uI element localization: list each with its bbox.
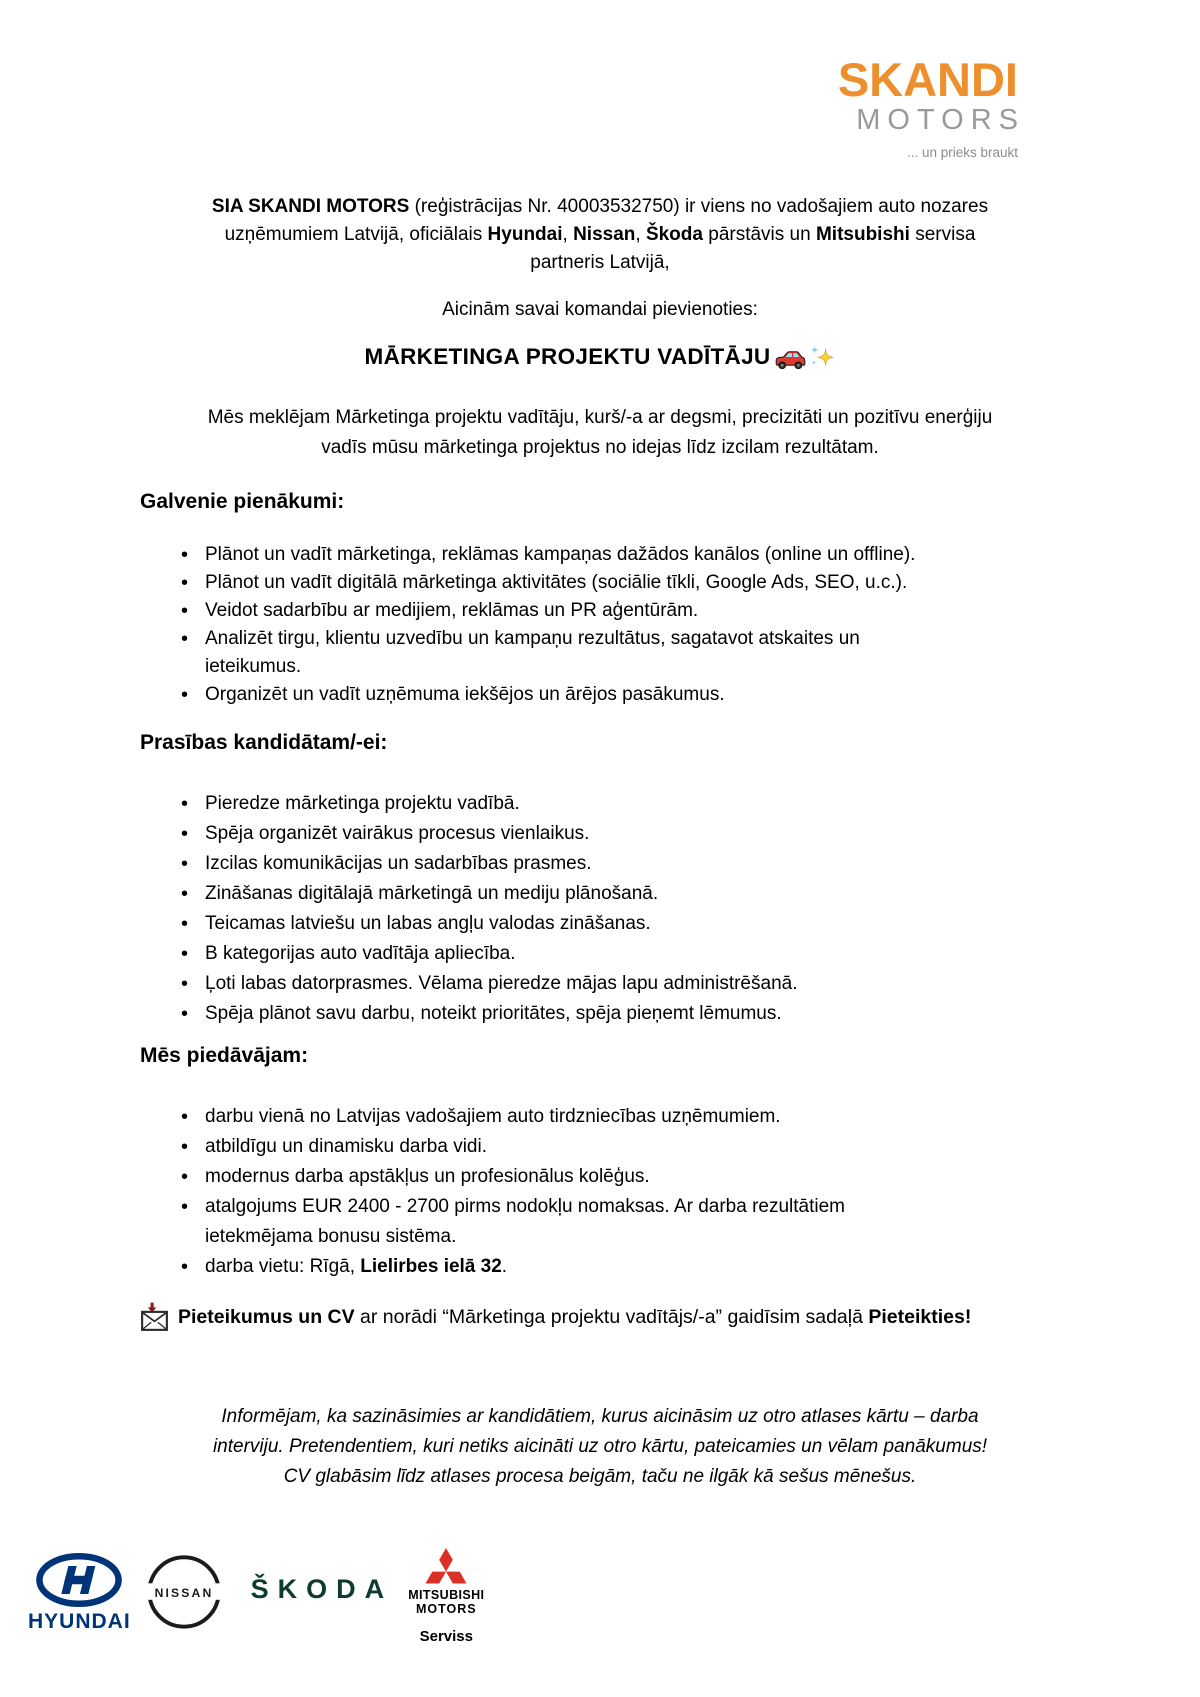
brand-logos-row (0, 1548, 1200, 1647)
job-title-text: MĀRKETINGA PROJEKTU VADĪTĀJU (364, 344, 771, 369)
list-item: • B kategorijas auto vadītāja apliecība. (140, 939, 1060, 969)
hyundai-wordmark: HYUNDAI (28, 1610, 131, 1633)
hyundai-logo (28, 1553, 131, 1633)
text-line: partneris Latvijā, (530, 252, 670, 273)
footer-note (140, 1402, 1060, 1492)
section-heading-offer: Mēs piedāvājam: (140, 1044, 309, 1067)
skoda-wordmark: ŠKODA (250, 1574, 394, 1604)
section-heading-duties: Galvenie pienākumi: (140, 490, 345, 513)
list-item: • darbu vienā no Latvijas vadošajiem auto tirdzniecības uzņēmumiem. (140, 1102, 1060, 1132)
nissan-logo (145, 1553, 223, 1631)
list-item: • Zināšanas digitālajā mārketingā un mediju plānošanā. (140, 879, 1060, 909)
text-line: SIA SKANDI MOTORS (reģistrācijas Nr. 40003532750) ir viens no vadošajiem auto nozares (211, 196, 989, 217)
sparkles-icon (808, 344, 835, 371)
mitsubishi-motors-label: MOTORS (415, 1602, 477, 1616)
car-icon (772, 348, 806, 372)
text-line: interviju. Pretendentiem, kuri netiks aicināti uz otro kārtu, pateicamies un vēlam panākumus! (212, 1436, 988, 1457)
nissan-mark-icon (145, 1553, 223, 1631)
list-item: • Veidot sadarbību ar medijiem, reklāmas un PR aģentūrām. (140, 597, 1060, 625)
list-item: • Spēja plānot savu darbu, noteikt prioritātes, spēja pieņemt lēmumus. (140, 999, 1060, 1029)
list-item: • Spēja organizēt vairākus procesus vienlaikus. (140, 819, 1060, 849)
job-title (140, 342, 1060, 372)
apply-line (140, 1302, 1060, 1332)
list-item: • Izcilas komunikācijas un sadarbības prasmes. (140, 849, 1060, 879)
list-item: • atalgojums EUR 2400 - 2700 pirms nodokļu nomaksas. Ar darba rezultātiem ietekmējama bonusu sistēma. (140, 1192, 1060, 1252)
hyundai-mark-icon (36, 1553, 122, 1607)
requirements-list (140, 789, 1060, 1029)
mitsubishi-mark-icon (422, 1548, 470, 1584)
text-line: vadīs mūsu mārketinga projektus no idejas līdz izcilam rezultātam. (321, 437, 879, 458)
list-item: • Plānot un vadīt digitālā mārketinga aktivitātes (sociālie tīkli, Google Ads, SEO, u.c.). (140, 569, 1060, 597)
intro-paragraph (140, 193, 1060, 277)
mitsubishi-logo (408, 1548, 484, 1645)
apply-text: Pieteikumus un CV ar norādi “Mārketinga projektu vadītājs/-a” gaidīsim sadaļā Pieteikties! (178, 1306, 972, 1328)
duties-list (140, 541, 1060, 709)
company-logo (0, 0, 1200, 160)
text-line: Informējam, ka sazināsimies ar kandidātiem, kurus aicināsim uz otro atlases kārtu – darba (221, 1406, 979, 1427)
section-heading-requirements: Prasības kandidātam/-ei: (140, 731, 388, 754)
nissan-wordmark: NISSAN (154, 1585, 214, 1600)
list-item: • atbildīgu un dinamisku darba vidi. (140, 1132, 1060, 1162)
list-item: • modernus darba apstākļus un profesionālus kolēģus. (140, 1162, 1060, 1192)
skandi-wordmark: SKANDI (837, 53, 1018, 106)
logo-tagline: ... un prieks braukt (906, 145, 1018, 160)
list-item: • Teicamas latviešu un labas angļu valodas zināšanas. (140, 909, 1060, 939)
text-line: uzņēmumiem Latvijā, oficiālais Hyundai, Nissan, Škoda pārstāvis un Mitsubishi servisa (224, 224, 976, 245)
motors-wordmark: MOTORS (856, 104, 1025, 136)
list-item: • darba vietu: Rīgā, Lielirbes ielā 32. (140, 1252, 1060, 1282)
envelope-arrow-icon (140, 1302, 169, 1332)
list-item: • Plānot un vadīt mārketinga, reklāmas kampaņas dažādos kanālos (online un offline). (140, 541, 1060, 569)
list-item: • Organizēt un vadīt uzņēmuma iekšējos un ārējos pasākumus. (140, 681, 1060, 709)
mitsubishi-wordmark: MITSUBISHI (408, 1588, 485, 1602)
skoda-logo (250, 1574, 394, 1604)
text-line: CV glabāsim līdz atlases procesa beigām, taču ne ilgāk kā sešus mēnešus. (283, 1466, 917, 1487)
list-item: • Ļoti labas datorprasmes. Vēlama pieredze mājas lapu administrēšanā. (140, 969, 1060, 999)
lead-paragraph (140, 403, 1060, 463)
list-item: • Pieredze mārketinga projektu vadībā. (140, 789, 1060, 819)
serviss-label: Serviss (419, 1628, 473, 1645)
text-line: Mēs meklējam Mārketinga projektu vadītāju, kurš/-a ar degsmi, precizitāti un pozitīvu enerģiju (207, 407, 993, 428)
offer-list (140, 1102, 1060, 1282)
invite-line: Aicinām savai komandai pievienoties: (442, 299, 758, 320)
list-item: • Analizēt tirgu, klientu uzvedību un kampaņu rezultātus, sagatavot atskaites un ieteikumus. (140, 625, 1060, 681)
